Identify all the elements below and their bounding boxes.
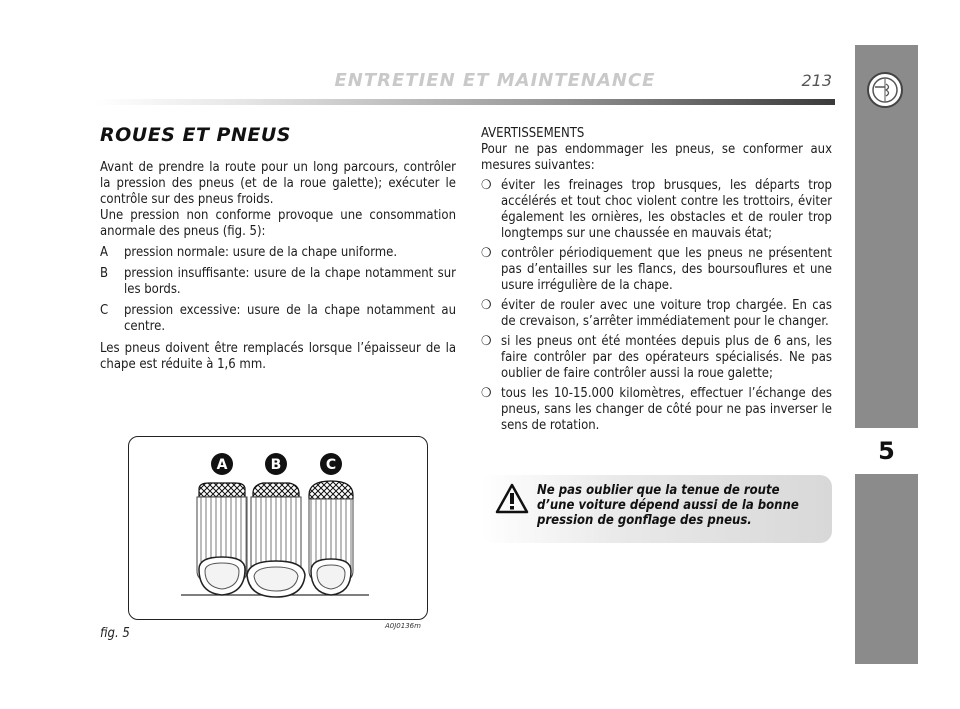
right-column — [481, 126, 832, 434]
caution-box — [481, 475, 832, 543]
label-b: B — [270, 457, 282, 473]
item-letter: A — [100, 245, 108, 260]
item-text: pression excessive: usure de la chape notamment au centre. — [124, 303, 456, 334]
bullet-text: éviter de rouler avec une voiture trop chargée. En cas de crevaison, s’arrêter immédiatement pour le changer. — [501, 298, 832, 329]
pressure-item-c — [100, 303, 456, 335]
warnings-heading: AVERTISSEMENTS — [481, 126, 585, 141]
warning-bullet — [481, 178, 832, 242]
item-letter: B — [100, 266, 109, 281]
label-c: C — [325, 457, 337, 473]
warnings-intro: Pour ne pas endommager les pneus, se conformer aux mesures suivantes: — [481, 142, 832, 173]
item-letter: C — [100, 303, 109, 318]
figure-code: A0J0136m — [385, 622, 421, 630]
left-column — [100, 124, 456, 373]
bullet-circle-icon: ❍ — [481, 246, 492, 261]
bullet-circle-icon: ❍ — [481, 334, 492, 349]
warning-bullet — [481, 246, 832, 294]
warning-bullet — [481, 386, 832, 434]
tire-b-icon — [247, 483, 305, 597]
bullet-circle-icon: ❍ — [481, 386, 492, 401]
tire-c-icon — [309, 481, 353, 595]
pressure-item-b — [100, 266, 456, 298]
bullet-circle-icon: ❍ — [481, 298, 492, 313]
bullet-text: si les pneus ont été montées depuis plus de 6 ans, les faire contrôler par des opérateurs spécialisés. Ne pas oublier de faire contrôler aussi la roue galette; — [501, 334, 832, 381]
header-rule — [95, 99, 835, 105]
section-title: ROUES ET PNEUS — [100, 124, 291, 146]
page-number: 213 — [801, 71, 832, 90]
closing-paragraph: Les pneus doivent être remplacés lorsque l’épaisseur de la chape est réduite à 1,6 mm. — [100, 341, 456, 372]
warning-bullet — [481, 334, 832, 382]
bullet-text: tous les 10-15.000 kilomètres, effectuer l’échange des pneus, sans les changer de côté pour ne pas inverser le sens de rotation. — [501, 386, 832, 433]
figure-caption: fig. 5 — [100, 626, 130, 641]
intro-paragraph: Avant de prendre la route pour un long parcours, contrôler la pression des pneus (et de la roue galette); exécuter le contrôle sur des pneus froids. — [100, 160, 456, 207]
warning-triangle-icon — [495, 483, 529, 515]
intro-paragraph-2: Une pression non conforme provoque une consommation anormale des pneus (fig. 5): — [100, 208, 456, 239]
tire-wear-figure — [128, 436, 428, 620]
caution-text: Ne pas oublier que la tenue de route d’une voiture dépend aussi de la bonne pression de gonflage des pneus. — [537, 483, 799, 528]
label-badge-b — [265, 453, 287, 475]
chapter-side-tab — [855, 45, 918, 664]
label-badge-a — [211, 453, 233, 475]
chapter-number: 5 — [855, 428, 918, 474]
bullet-text: éviter les freinages trop brusques, les départs trop accélérés et tout choc violent contre les trottoirs, éviter également les ornières, les obstacles et de rouler trop longtemps sur une chaussée en mauvais état; — [501, 178, 832, 241]
label-a: A — [216, 457, 228, 473]
tire-a-icon — [197, 483, 247, 595]
chapter-header-title: ENTRETIEN ET MAINTENANCE — [334, 70, 656, 91]
label-badge-c — [320, 453, 342, 475]
item-text: pression insuffisante: usure de la chape notamment sur les bords. — [124, 266, 456, 297]
brand-logo-icon — [867, 72, 903, 108]
warning-bullet — [481, 298, 832, 330]
pressure-item-a — [100, 245, 456, 261]
bullet-circle-icon: ❍ — [481, 178, 492, 193]
item-text: pression normale: usure de la chape uniforme. — [124, 245, 398, 260]
tire-wear-illustration — [129, 437, 429, 621]
bullet-text: contrôler périodiquement que les pneus ne présentent pas d’entailles sur les flancs, des boursouflures et une usure irrégulière de la chape. — [501, 246, 832, 293]
